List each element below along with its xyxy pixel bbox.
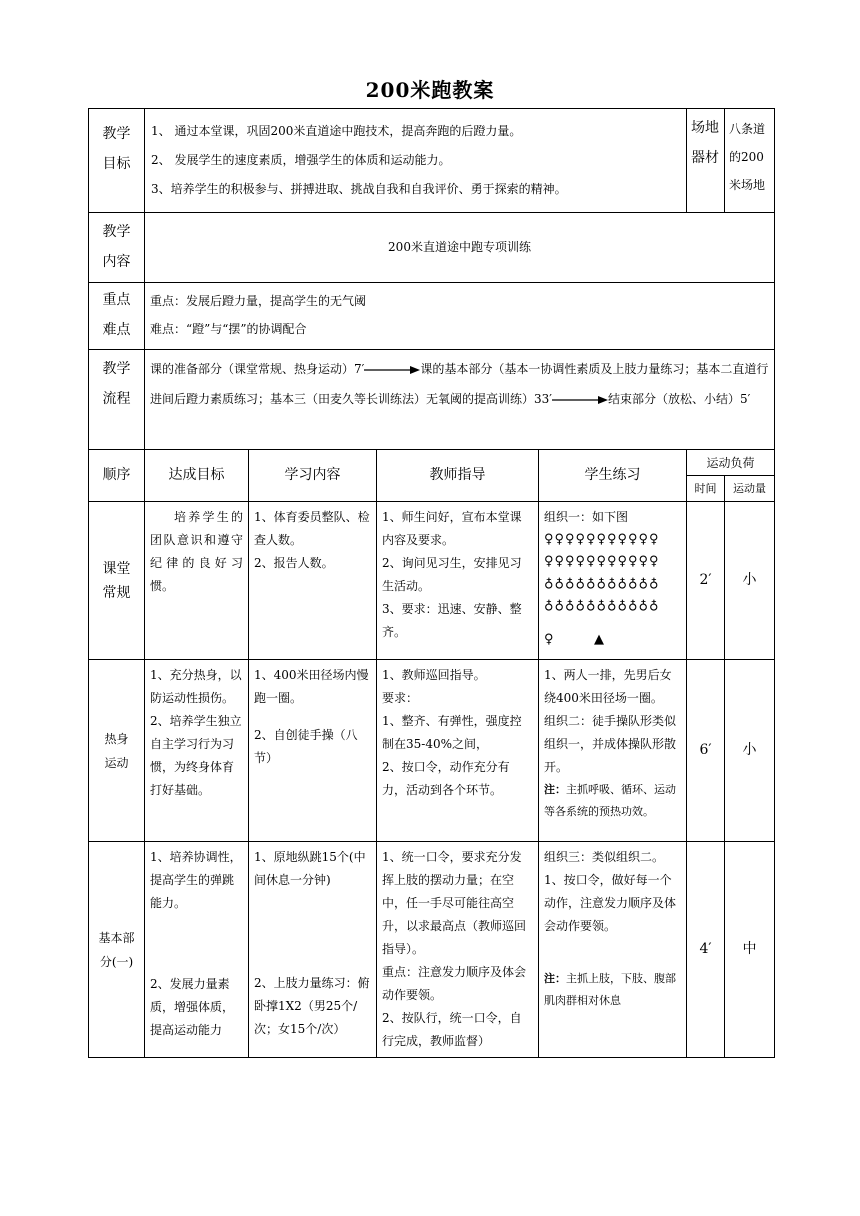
difficulty-point: 难点：“蹬”与“摆”的协调配合 bbox=[150, 322, 307, 336]
student-cell bbox=[539, 660, 687, 842]
goals-row bbox=[89, 109, 775, 213]
amount-cell: 小 bbox=[725, 502, 775, 660]
content-item: 2、自创徒手操（八节） bbox=[254, 728, 358, 765]
female-student-row: ♀♀♀♀♀♀♀♀♀♀♀ bbox=[544, 554, 660, 569]
venue-value: 八条道的200米场地 bbox=[725, 109, 775, 213]
content-label-2: 内容 bbox=[102, 254, 131, 270]
content-value: 200米直道途中跑专项训练 bbox=[145, 213, 775, 283]
time-cell: 2′ bbox=[687, 502, 725, 660]
header-content: 学习内容 bbox=[249, 450, 377, 502]
content-item: 1、400米田径场内慢跑一圈。 bbox=[254, 668, 369, 705]
student-item: 组织三：类似组织二。 bbox=[544, 850, 665, 864]
flow-part-end: 结束部分（放松、小结）5′ bbox=[608, 392, 751, 406]
content-item: 2、上肢力量练习：俯卧撑1X2（男25个/次；女15个/次） bbox=[254, 976, 370, 1036]
flow-part-basic: 课的基本部分（基本一协调性素质及上肢力量练习；基本二直道行进间后蹬力素质练习；基本三（田麦久等长训练法）无氧阈的提高训练）33′ bbox=[150, 362, 769, 406]
header-teacher: 教师指导 bbox=[377, 450, 539, 502]
teacher-item: 1、统一口令，要求充分发挥上肢的摆动力量；在空中，任一手尽可能往高空升，以求最高点（教师巡回指导）。 bbox=[382, 850, 527, 956]
order-cell bbox=[89, 502, 145, 660]
page-title: 200米跑教案 bbox=[365, 78, 495, 102]
key-row bbox=[89, 283, 775, 350]
order-text: 热身 bbox=[104, 731, 129, 746]
time-cell: 6′ bbox=[687, 660, 725, 842]
teacher-item: 要求： bbox=[382, 691, 419, 705]
right-arrow-icon bbox=[364, 365, 420, 375]
goal-cell bbox=[145, 660, 249, 842]
content-cell bbox=[249, 502, 377, 660]
student-note bbox=[544, 779, 681, 823]
goal-cell: 培养学生的团队意识和遵守纪律的良好习惯。 bbox=[145, 502, 249, 660]
flow-row bbox=[89, 350, 775, 450]
teacher-cell bbox=[377, 842, 539, 1058]
goal-item: 2、培养学生独立自主学习行为习惯，为终身体育打好基础。 bbox=[150, 714, 242, 797]
order-text: 运动 bbox=[104, 755, 129, 770]
goals-cell bbox=[145, 109, 687, 213]
student-item: 组织二：徒手操队形类似组织一，并成体操队形散开。 bbox=[544, 714, 677, 774]
teacher-item: 2、询问见习生，安排见习生活动。 bbox=[382, 556, 522, 593]
venue-label-2: 器材 bbox=[691, 150, 720, 166]
goal-item: 1、 通过本堂课，巩固200米直道途中跑技术，提高奔跑的后蹬力量。 bbox=[151, 124, 522, 138]
order-text: 基本部 bbox=[98, 930, 135, 945]
time-cell: 4′ bbox=[687, 842, 725, 1058]
content-cell bbox=[249, 842, 377, 1058]
goal-item: 1、培养协调性，提高学生的弹跳能力。 bbox=[150, 850, 242, 910]
student-note bbox=[544, 968, 681, 1012]
teacher-cell bbox=[377, 502, 539, 660]
content-cell bbox=[249, 660, 377, 842]
order-cell bbox=[89, 660, 145, 842]
flow-part-prep: 课的准备部分（课堂常规、热身运动）7′ bbox=[150, 362, 365, 376]
content-item: 2、报告人数。 bbox=[254, 556, 334, 570]
content-item: 1、原地纵跳15个(中间休息一分钟) bbox=[254, 850, 366, 887]
right-arrow-icon bbox=[552, 395, 608, 405]
student-item: 1、两人一排，先男后女绕400米田径场一圈。 bbox=[544, 668, 672, 705]
teacher-item: 2、按队行，统一口令，自行完成，教师监督） bbox=[382, 1011, 522, 1048]
content-label bbox=[89, 213, 145, 283]
goals-label bbox=[89, 109, 145, 213]
goal-item: 2、发展力量素质，增强体质，提高运动能力 bbox=[150, 977, 235, 1037]
student-item: 组织一：如下图 bbox=[544, 510, 629, 524]
flow-cell bbox=[145, 350, 775, 450]
key-point: 重点：发展后蹬力量，提高学生的无气阈 bbox=[150, 294, 367, 308]
triangle-marker-icon: ▲ bbox=[594, 632, 605, 647]
header-amount: 运动量 bbox=[725, 476, 775, 502]
header-order: 顺序 bbox=[89, 450, 145, 502]
note-text: 主抓上肢，下肢、腹部肌肉群相对休息 bbox=[544, 972, 676, 1007]
lesson-plan-table bbox=[88, 108, 775, 1058]
order-cell bbox=[89, 842, 145, 1058]
note-text: 主抓呼吸、循环、运动等各系统的预热功效。 bbox=[544, 783, 676, 818]
header-goal: 达成目标 bbox=[145, 450, 249, 502]
goal-cell bbox=[145, 842, 249, 1058]
teacher-cell bbox=[377, 660, 539, 842]
note-label: 注： bbox=[544, 972, 566, 985]
teacher-item: 1、整齐、有弹性，强度控制在35-40%之间， bbox=[382, 714, 522, 751]
goals-label-2: 目标 bbox=[102, 156, 131, 172]
key-cell bbox=[145, 283, 775, 350]
teacher-item: 3、要求：迅速、安静、整齐。 bbox=[382, 602, 522, 639]
amount-cell: 小 bbox=[725, 660, 775, 842]
flow-label-1: 教学 bbox=[102, 361, 131, 377]
male-student-row: ♁♁♁♁♁♁♁♁♁♁♁ bbox=[544, 598, 660, 613]
order-text: 课堂 bbox=[102, 560, 131, 577]
key-label-1: 重点 bbox=[102, 292, 131, 308]
teacher-item: 重点：注意发力顺序及体会动作要领。 bbox=[382, 965, 527, 1002]
content-label-1: 教学 bbox=[102, 224, 131, 240]
female-student-row: ♀♀♀♀♀♀♀♀♀♀♀ bbox=[544, 532, 660, 547]
content-item: 1、体育委员整队、检查人数。 bbox=[254, 510, 370, 547]
goals-label-1: 教学 bbox=[102, 126, 131, 142]
goal-item: 1、充分热身，以防运动性损伤。 bbox=[150, 668, 242, 705]
male-student-row: ♁♁♁♁♁♁♁♁♁♁♁ bbox=[544, 576, 660, 591]
venue-cell-wrapper bbox=[687, 109, 725, 213]
table-row bbox=[89, 660, 775, 842]
header-time: 时间 bbox=[687, 476, 725, 502]
teacher-item: 1、教师巡回指导。 bbox=[382, 668, 486, 682]
order-text: 常规 bbox=[102, 584, 131, 601]
note-label: 注： bbox=[544, 783, 566, 796]
key-label-2: 难点 bbox=[102, 322, 131, 338]
goal-item: 3、培养学生的积极参与、拼搏进取、挑战自我和自我评价、勇于探索的精神。 bbox=[151, 182, 567, 196]
content-row bbox=[89, 213, 775, 283]
student-item: 1、按口令，做好每一个动作，注意发力顺序及体会动作要领。 bbox=[544, 873, 677, 933]
venue-label bbox=[687, 109, 724, 177]
goal-item: 2、 发展学生的速度素质，增强学生的体质和运动能力。 bbox=[151, 153, 451, 167]
order-text: 分(一) bbox=[99, 954, 134, 969]
flow-label-2: 流程 bbox=[102, 391, 131, 407]
student-cell bbox=[539, 842, 687, 1058]
teacher-item: 1、师生问好，宣布本堂课内容及要求。 bbox=[382, 510, 522, 547]
student-cell bbox=[539, 502, 687, 660]
flow-label bbox=[89, 350, 145, 450]
table-row bbox=[89, 842, 775, 1058]
table-row bbox=[89, 502, 775, 660]
formation-diagram bbox=[544, 529, 681, 651]
header-load: 运动负荷 bbox=[687, 450, 775, 476]
venue-label-1: 场地 bbox=[691, 120, 720, 136]
teacher-marker-icon: ♀ bbox=[544, 632, 555, 647]
amount-cell: 中 bbox=[725, 842, 775, 1058]
header-student: 学生练习 bbox=[539, 450, 687, 502]
key-label bbox=[89, 283, 145, 350]
header-row bbox=[89, 450, 775, 476]
teacher-item: 2、按口令，动作充分有力，活动到各个环节。 bbox=[382, 760, 510, 797]
